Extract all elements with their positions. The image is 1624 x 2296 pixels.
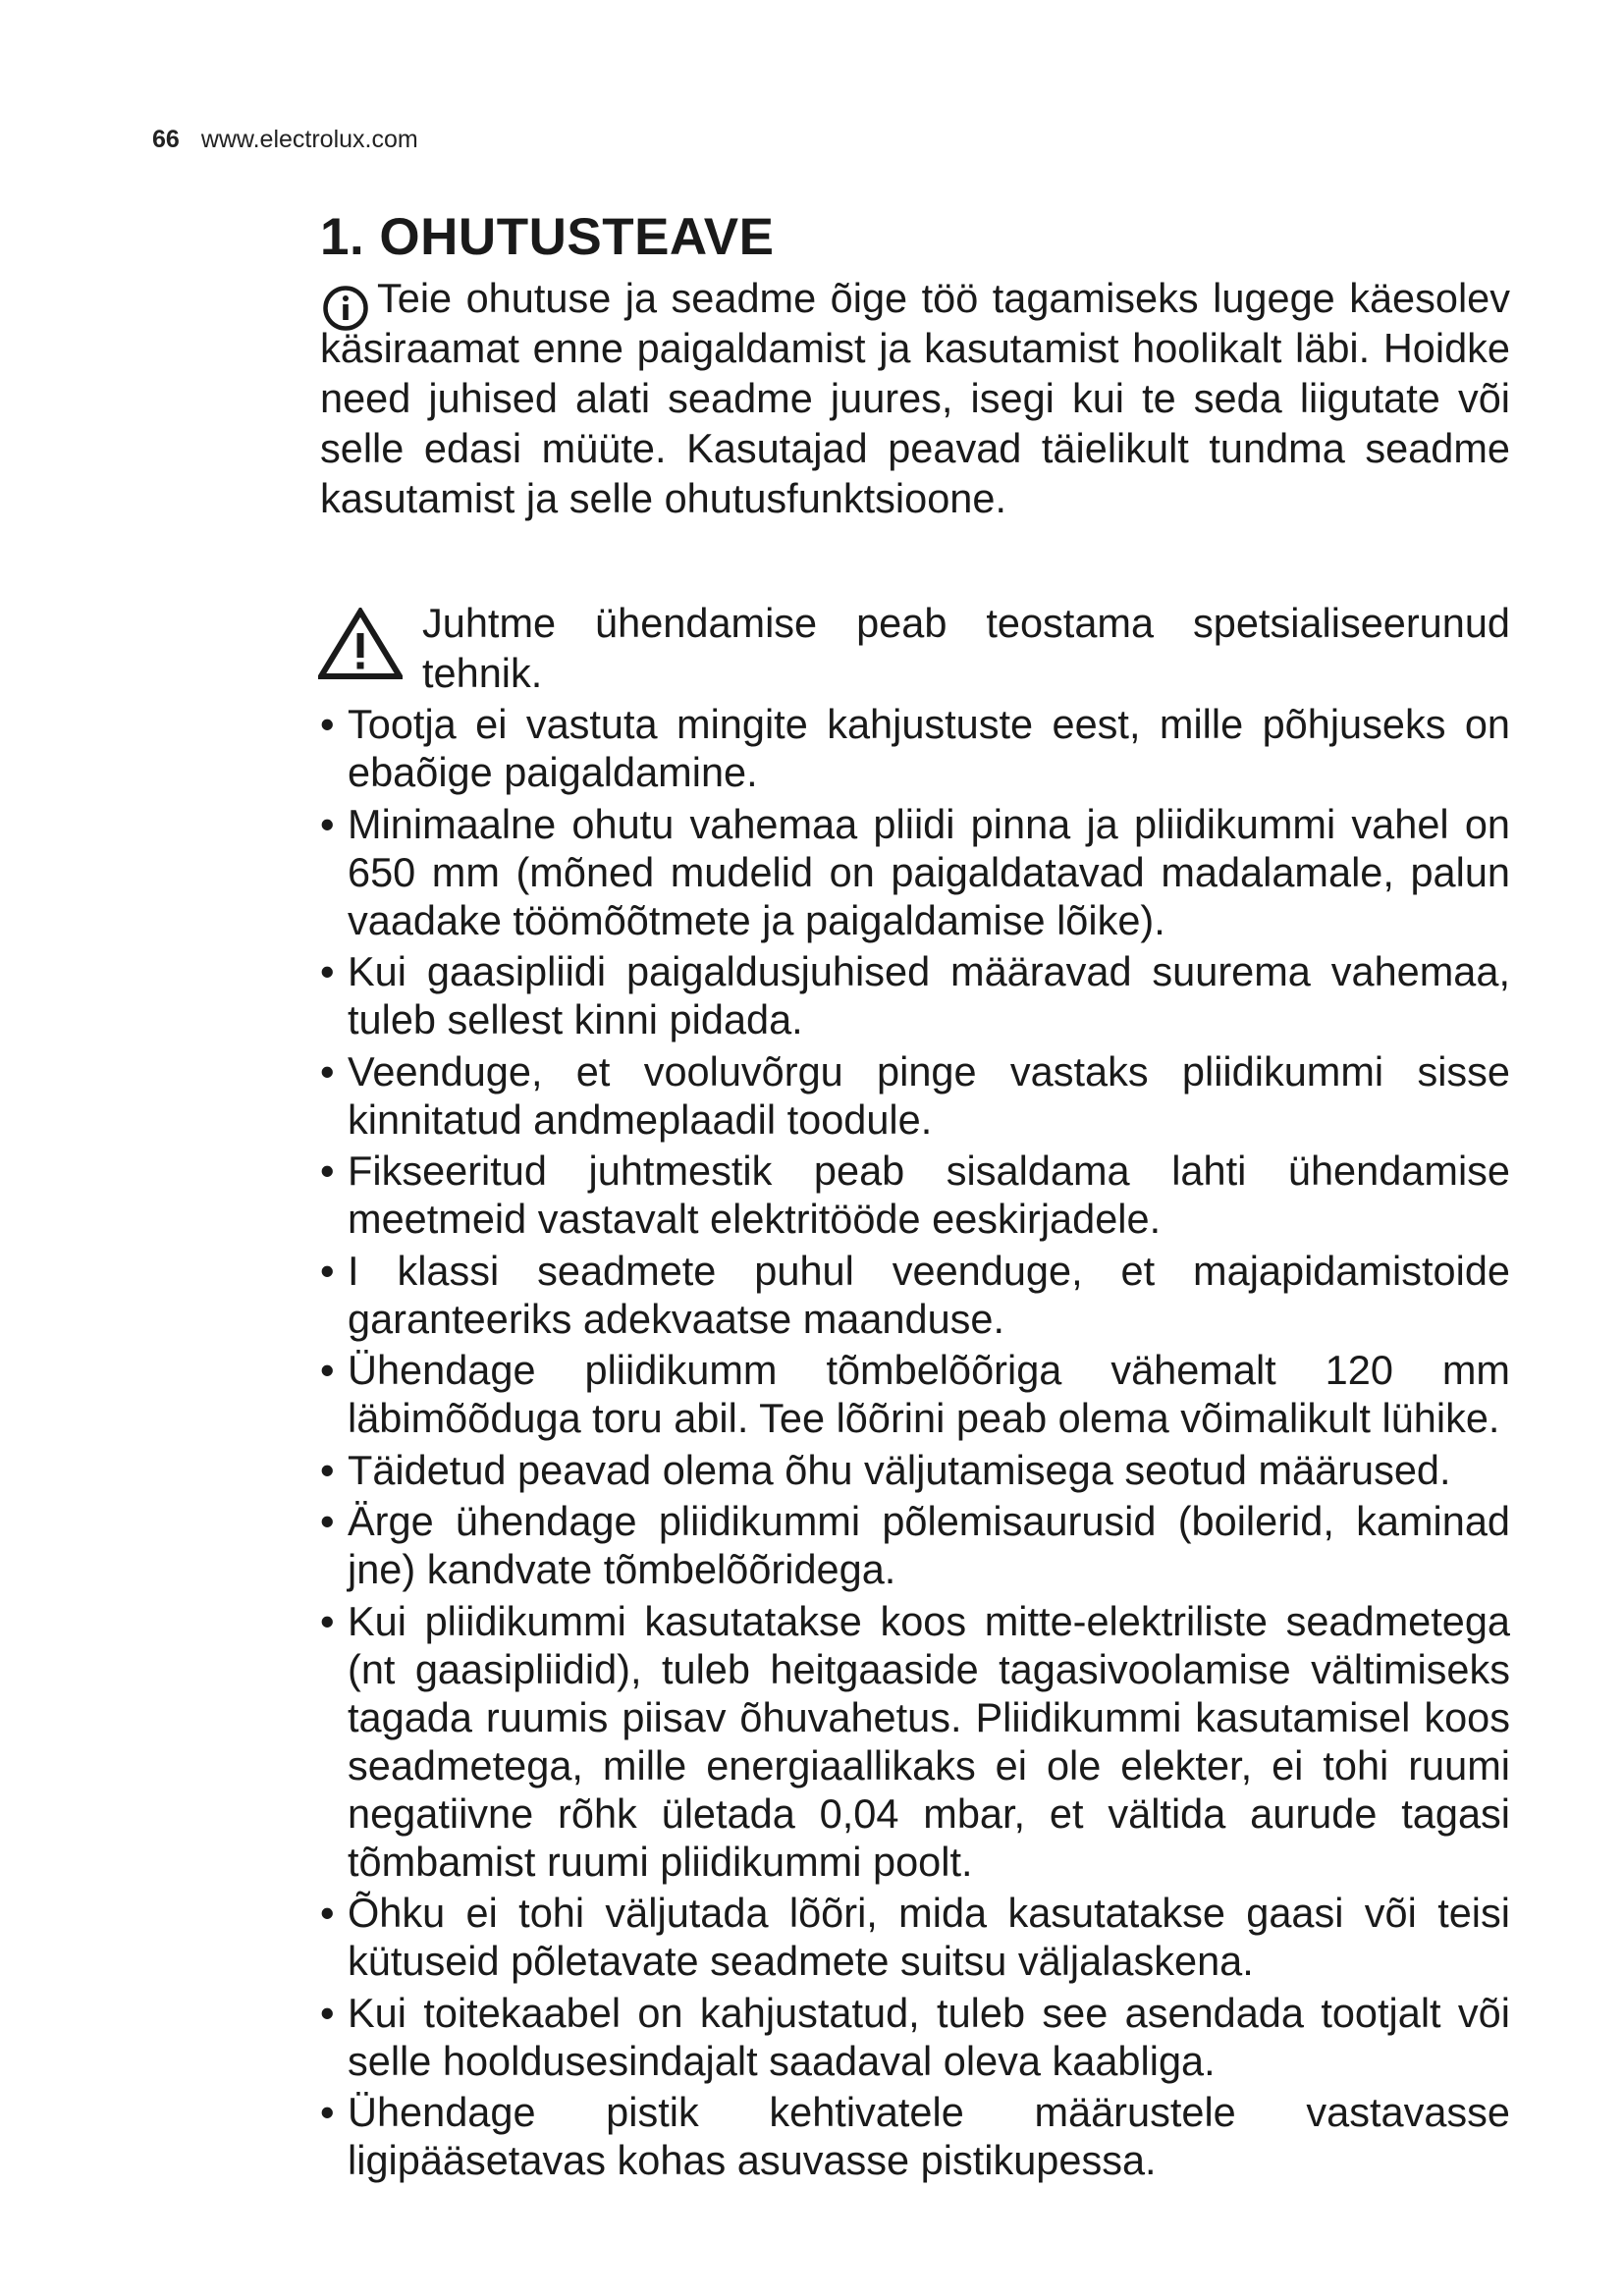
list-item-text: Ühendage pliidikumm tõmbelõõriga vähemalt 120 mm läbimõõduga toru abil. Tee lõõrini peab olema võimalikult lühike.	[348, 1347, 1510, 1441]
list-item-text: Kui gaasipliidi paigaldusjuhised määravad suurema vahemaa, tuleb sellest kinni pidada.	[348, 948, 1510, 1042]
list-item-text: Minimaalne ohutu vahemaa pliidi pinna ja pliidikummi vahel on 650 mm (mõned mudelid on paigaldatavad madalamale, palun vaadake töömõõtmete ja paigaldamise lõike).	[348, 800, 1510, 943]
list-item	[320, 1989, 1510, 2085]
list-item-text: I klassi seadmete puhul veenduge, et majapidamistoide garanteeriks adekvaatse maanduse.	[348, 1247, 1510, 1342]
list-item-text: Kui pliidikummi kasutatakse koos mitte-elektriliste seadmetega (nt gaasipliidid), tuleb heitgaaside tagasivoolamise vältimiseks tagada ruumis piisav õhuvahetus. Pliidikummi kasutamisel koos seadmetega, mille energiaallikaks ei ole elekter, ei tohi ruumi negatiivne rõhk ületada 0,04 mbar, et vältida aurude tagasi tõmbamist ruumi pliidikummi poolt.	[348, 1597, 1510, 1885]
warning-block	[320, 598, 1510, 698]
list-item-text: Fikseeritud juhtmestik peab sisaldama lahti ühendamise meetmeid vastavalt elektritööde eeskirjadele.	[348, 1148, 1510, 1242]
safety-section	[320, 208, 1510, 2188]
bullet-icon: •	[320, 948, 335, 994]
list-item-text: Õhku ei tohi väljutada lõõri, mida kasutatakse gaasi või teisi kütuseid põletavate seadmete suitsu väljalaskena.	[348, 1890, 1510, 1984]
page-number: 66	[152, 126, 180, 153]
bullet-icon: •	[320, 1446, 335, 1493]
bullet-icon: •	[320, 701, 335, 747]
list-item-text: Kui toitekaabel on kahjustatud, tuleb see asendada tootjalt või selle hooldusesindajalt saadaval oleva kaabliga.	[348, 1989, 1510, 2084]
bullet-icon: •	[320, 2089, 335, 2135]
list-item	[320, 1346, 1510, 1442]
list-item	[320, 1497, 1510, 1593]
list-item	[320, 1247, 1510, 1343]
list-item	[320, 1889, 1510, 1985]
info-text: Teie ohutuse ja seadme õige töö tagamiseks lugege käesolev käsiraamat enne paigaldamist ja kasutamist hoolikalt läbi. Hoidke need juhised alati seadme juures, isegi kui te seda liigutate või selle edasi müüte. Kasutajad peavad täielikult tundma seadme kasutamist ja selle ohutusfunktsioone.	[320, 275, 1510, 521]
list-item-text: Tootja ei vastuta mingite kahjustuste eest, mille põhjuseks on ebaõige paigaldamine.	[348, 701, 1510, 795]
bullet-icon: •	[320, 1498, 335, 1544]
bullet-icon: •	[320, 1047, 335, 1095]
list-item	[320, 800, 1510, 944]
website-url[interactable]: www.electrolux.com	[200, 126, 418, 153]
bullet-icon: •	[320, 1148, 335, 1194]
bullet-icon: •	[320, 1247, 335, 1294]
list-item-text: Ärge ühendage pliidikummi põlemisaurusid (boilerid, kaminad jne) kandvate tõmbelõõridega.	[348, 1498, 1510, 1592]
info-circle-icon	[322, 285, 369, 332]
bullet-icon: •	[320, 1890, 335, 1936]
warning-text: Juhtme ühendamise peab teostama spetsialiseerunud tehnik.	[422, 600, 1510, 696]
section-title: 1. OHUTUSTEAVE	[320, 208, 775, 266]
info-block	[320, 273, 1510, 523]
list-item-text: Veenduge, et vooluvõrgu pinge vastaks pliidikummi sisse kinnitatud andmeplaadil toodule.	[348, 1047, 1510, 1143]
bullet-icon: •	[320, 1989, 335, 2036]
list-item	[320, 2088, 1510, 2184]
list-item	[320, 700, 1510, 796]
safety-bullet-list	[320, 700, 1510, 2184]
bullet-icon: •	[320, 800, 335, 847]
bullet-icon: •	[320, 1347, 335, 1393]
list-item	[320, 1147, 1510, 1243]
list-item	[320, 947, 1510, 1043]
bullet-icon: •	[320, 1597, 335, 1644]
list-item-text: Täidetud peavad olema õhu väljutamisega seotud määrused.	[348, 1446, 1451, 1493]
list-item	[320, 1597, 1510, 1886]
page-header	[152, 126, 418, 154]
warning-triangle-icon	[318, 608, 403, 680]
list-item	[320, 1446, 1510, 1494]
list-item	[320, 1047, 1510, 1144]
list-item-text: Ühendage pistik kehtivatele määrustele vastavasse ligipääsetavas kohas asuvasse pistikupessa.	[348, 2089, 1510, 2183]
